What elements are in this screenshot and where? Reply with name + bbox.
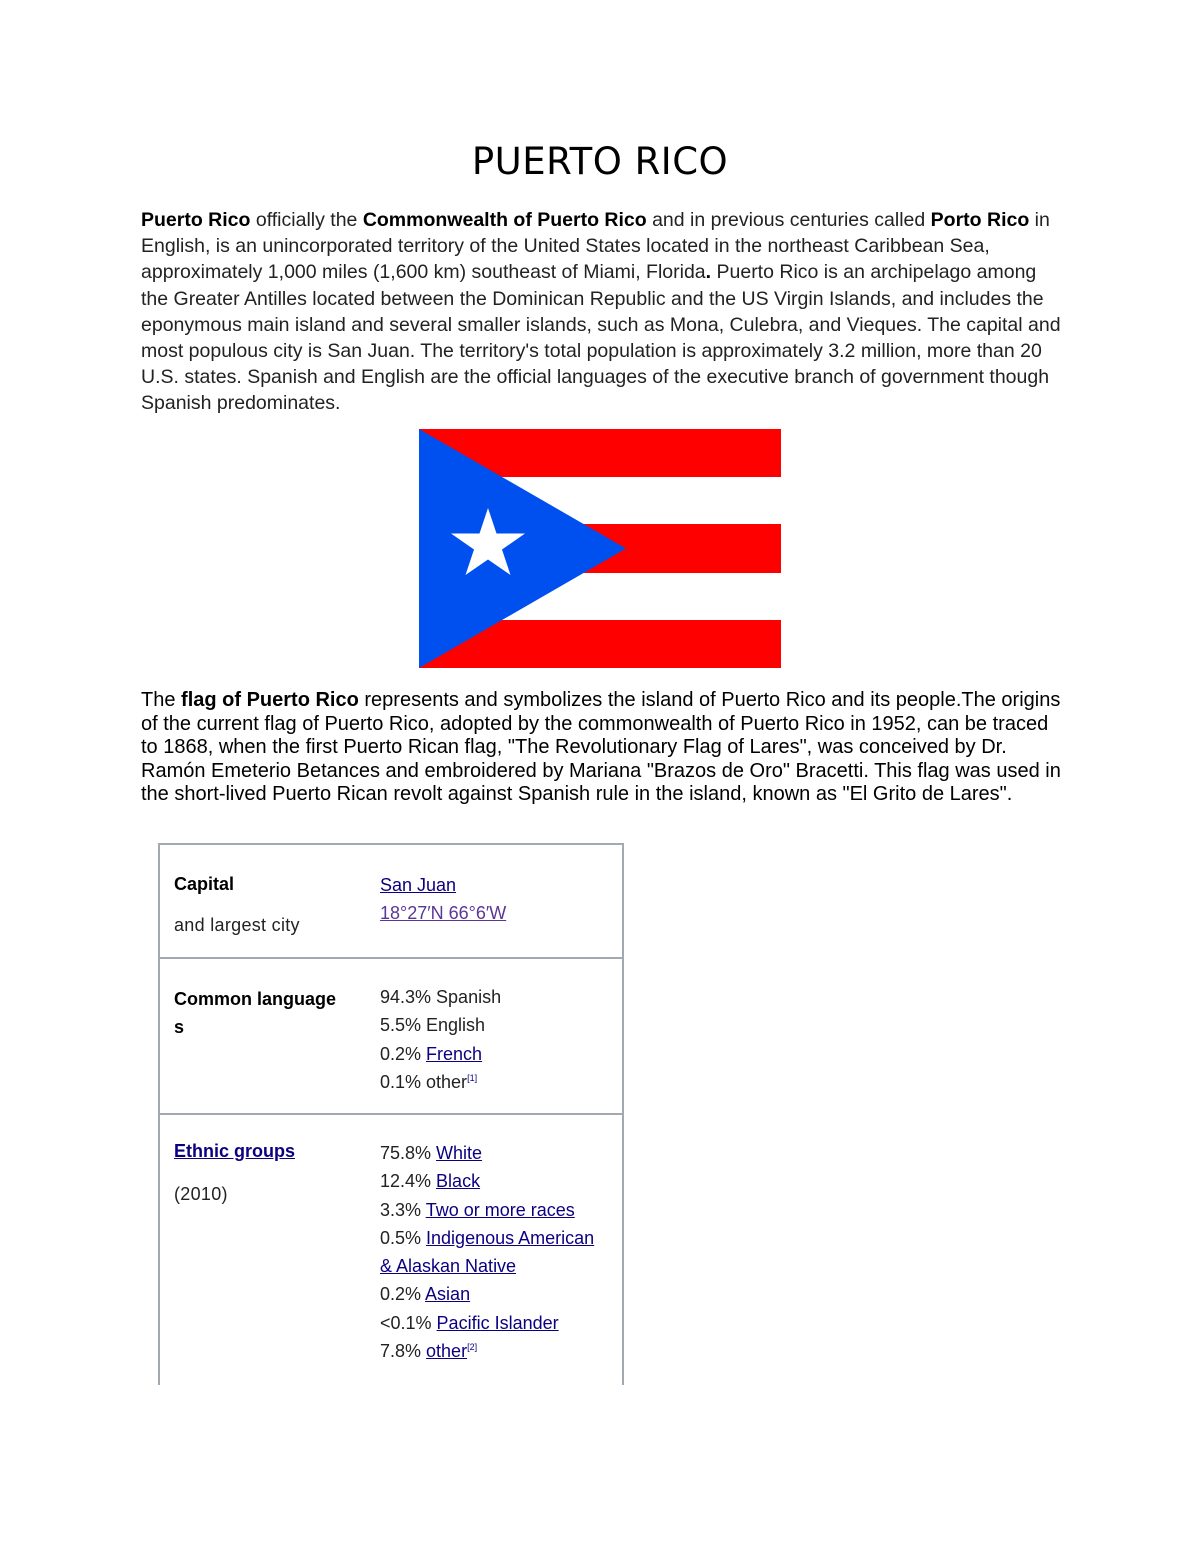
language-footnote[interactable]: [1] bbox=[467, 1072, 478, 1083]
ethnic-item-link[interactable]: Two or more races bbox=[425, 1199, 575, 1220]
intro-text: Puerto Rico is an archipelago among the Greater Antilles located between the Dominican Republic and the US Virgin Islands, and includes the eponymous main island and several smaller islands, such as Mona, Culebra, and Vieques. The capital and most populous city is San Juan. The territory's total population is approximately 3.2 million, more than 20 U.S. states. Spanish and English are the official languages of the executive branch of government though Spanish predominates. bbox=[141, 261, 1061, 415]
ethnic-item bbox=[380, 1167, 594, 1195]
intro-bold-official: Commonwealth of Puerto Rico bbox=[362, 209, 647, 231]
flag-text: The bbox=[141, 689, 182, 711]
ethnic-item-link[interactable]: Black bbox=[436, 1171, 481, 1192]
languages-label: Common language s bbox=[174, 989, 337, 1037]
language-item bbox=[380, 1040, 501, 1068]
page-title: PUERTO RICO bbox=[471, 140, 729, 183]
ethnic-item-text: <0.1% bbox=[380, 1312, 437, 1333]
capital-sublabel: and largest city bbox=[174, 915, 300, 935]
ethnic-item-link[interactable]: other bbox=[426, 1341, 468, 1362]
flag-paragraph bbox=[141, 689, 1066, 807]
intro-paragraph bbox=[141, 207, 1066, 417]
capital-label: Capital bbox=[174, 874, 235, 894]
language-item bbox=[380, 1011, 501, 1039]
language-item-text: 0.2% bbox=[380, 1043, 427, 1064]
ethnic-item-text: 3.3% bbox=[380, 1199, 426, 1220]
ethnic-item bbox=[380, 1309, 594, 1337]
intro-text: officially the bbox=[250, 209, 363, 231]
infobox-table bbox=[158, 843, 624, 1385]
intro-bold-period: . bbox=[705, 261, 712, 284]
ethnic-item-link[interactable]: White bbox=[436, 1143, 483, 1163]
language-item bbox=[380, 1068, 501, 1096]
language-item-link[interactable]: French bbox=[426, 1043, 483, 1064]
ethnic-item-text: 12.4% bbox=[380, 1171, 437, 1192]
language-item-text: 94.3% Spanish bbox=[380, 987, 502, 1007]
ethnic-item-link[interactable]: Asian bbox=[425, 1284, 471, 1305]
language-item-text: 0.1% other bbox=[380, 1071, 468, 1092]
ethnic-item bbox=[380, 1337, 594, 1365]
ethnic-item-text: 0.5% bbox=[380, 1227, 427, 1248]
ethnic-label bbox=[174, 1141, 295, 1162]
intro-bold-name: Puerto Rico bbox=[141, 209, 251, 231]
ethnic-sublabel: (2010) bbox=[174, 1184, 228, 1204]
ethnic-item bbox=[380, 1139, 594, 1167]
puerto-rico-flag-image bbox=[419, 429, 781, 668]
infobox-row-languages bbox=[160, 959, 622, 1115]
language-item-text: 5.5% English bbox=[380, 1015, 486, 1036]
ethnic-item-text: 7.8% bbox=[380, 1341, 427, 1362]
ethnic-item bbox=[380, 1196, 594, 1224]
ethnic-item-link[interactable]: Indigenous American bbox=[426, 1227, 595, 1248]
ethnic-item bbox=[380, 1280, 594, 1308]
ethnic-item bbox=[380, 1252, 594, 1280]
ethnic-item-text: 0.2% bbox=[380, 1284, 426, 1305]
intro-text: and in previous centuries called bbox=[646, 209, 931, 231]
ethnic-item bbox=[380, 1224, 594, 1252]
capital-values bbox=[380, 871, 506, 928]
ethnic-groups-link[interactable]: Ethnic groups bbox=[174, 1141, 295, 1161]
ethnic-footnote[interactable]: [2] bbox=[467, 1342, 478, 1353]
intro-bold-old-name: Porto Rico bbox=[930, 209, 1030, 231]
intro-text: in English, is an unincorporated territory of the United States located in the northeast Caribbean Sea, approximately 1,000 miles (1,600 km) southeast of Miami, Florida bbox=[141, 209, 1050, 284]
capital-coords-link[interactable]: 18°27′N 66°6′W bbox=[380, 903, 507, 924]
ethnic-values bbox=[380, 1139, 594, 1365]
infobox-row-ethnic bbox=[160, 1115, 622, 1383]
flag-text: represents and symbolizes the island of Puerto Rico and its people.The origins of the current flag of Puerto Rico, adopted by the commonwealth of Puerto Rico in 1952, can be traced to 1868, when the first Puerto Rican flag, "The Revolutionary Flag of Lares", was conceived by Dr. Ramón Emeterio Betances and embroidered by Mariana "Brazos de Oro" Bracetti. This flag was used in the short-lived Puerto Rican revolt against Spanish rule in the island, known as "El Grito de Lares". bbox=[141, 689, 1061, 806]
ethnic-item-text: 75.8% bbox=[380, 1143, 437, 1163]
language-item bbox=[380, 983, 501, 1011]
capital-city-link[interactable]: San Juan bbox=[380, 875, 457, 895]
infobox-row-capital bbox=[160, 845, 622, 959]
flag-text-bold: flag of Puerto Rico bbox=[181, 689, 359, 711]
languages-values bbox=[380, 983, 501, 1096]
ethnic-item-link[interactable]: & Alaskan Native bbox=[380, 1256, 517, 1277]
ethnic-item-link[interactable]: Pacific Islander bbox=[436, 1312, 559, 1333]
